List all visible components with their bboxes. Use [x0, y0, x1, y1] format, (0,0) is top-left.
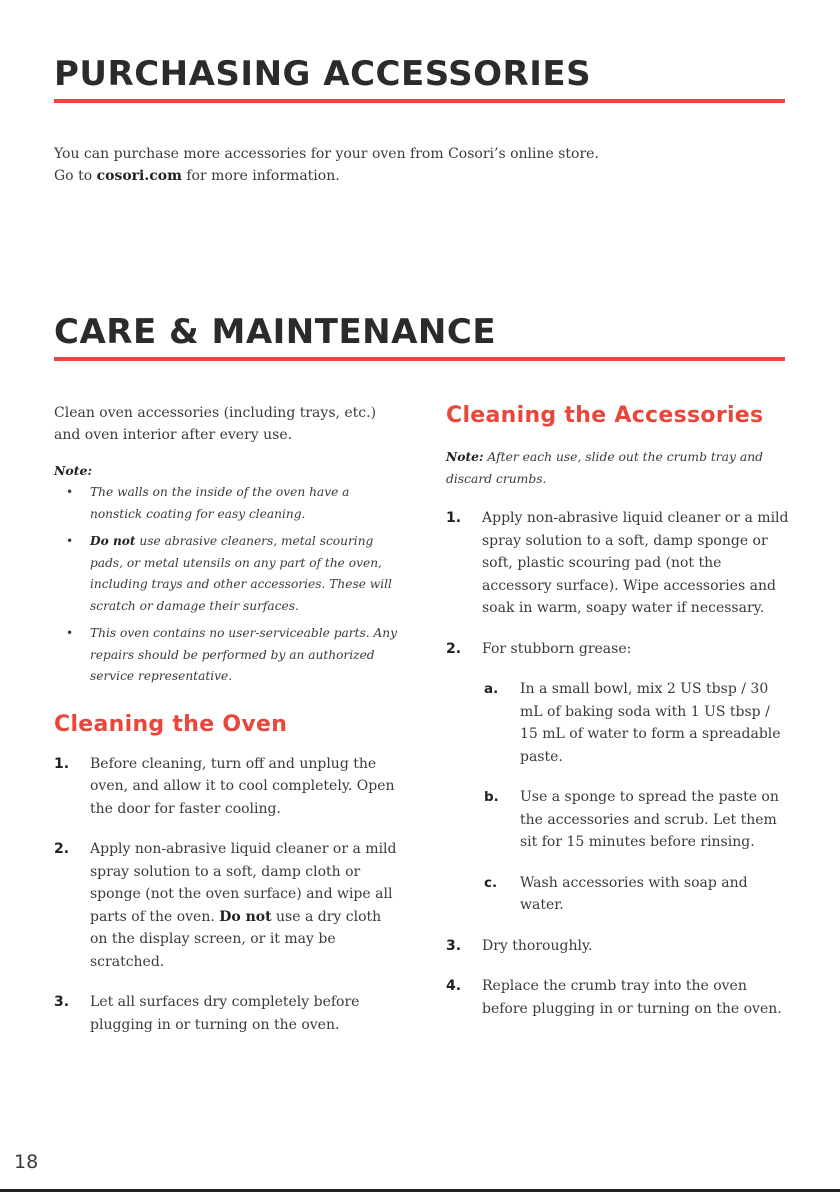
oven-step: 3. Let all surfaces dry completely before plugging in or turning on the oven.: [54, 994, 360, 1033]
accessories-step: 2. For stubborn grease:: [446, 640, 632, 657]
accessories-substep: c. Wash accessories with soap and water.: [484, 874, 748, 913]
left-column: [54, 402, 399, 1036]
note-label: Note:: [54, 463, 93, 478]
cleaning-accessories-heading: Cleaning the Accessories: [446, 403, 764, 428]
section-title-purchasing: PURCHASING ACCESSORIES: [54, 54, 592, 94]
accessories-note: Note: After each use, slide out the crumb tray and discard crumbs.: [446, 449, 763, 486]
title-underline: [54, 357, 785, 361]
accessories-steps: [446, 507, 790, 1020]
purchase-info: You can purchase more accessories for your oven from Cosori’s online store. Go to cosori.com for more information.: [54, 146, 599, 184]
note-item: • Do not use abrasive cleaners, metal scouring pads, or metal utensils on any part of the oven, including trays and other accessories. These will scratch or damage their surfaces.: [66, 534, 392, 613]
cosori-link[interactable]: cosori.com: [96, 168, 182, 184]
page-number: 18: [14, 1151, 39, 1173]
care-intro: Clean oven accessories (including trays, etc.) and oven interior after every use.: [54, 405, 377, 443]
accessories-substep: a. In a small bowl, mix 2 US tbsp / 30 mL of baking soda with 1 US tbsp / 15 mL of water to form a spreadable paste.: [484, 681, 781, 765]
cleaning-oven-heading: Cleaning the Oven: [54, 711, 288, 737]
purchase-line-1: You can purchase more accessories for your oven from Cosori’s online store.: [54, 146, 599, 162]
title-underline: [54, 99, 785, 103]
right-column: [446, 403, 790, 1020]
accessories-substep: b. Use a sponge to spread the paste on the accessories and scrub. Let them sit for 15 minutes before rinsing.: [484, 789, 779, 850]
note-list: [54, 482, 399, 688]
accessories-step: 4. Replace the crumb tray into the oven before plugging in or turning on the oven.: [446, 978, 782, 1017]
accessories-step: 3. Dry thoroughly.: [446, 937, 593, 954]
oven-step: 2. Apply non-abrasive liquid cleaner or a mild spray solution to a soft, damp cloth or sponge (not the oven surface) and wipe all parts of the oven. Do not use a dry cloth on the display screen, or it may be scratched.: [54, 841, 397, 970]
note-item: • The walls on the inside of the oven have a nonstick coating for easy cleaning.: [66, 485, 350, 521]
oven-step: 1. Before cleaning, turn off and unplug the oven, and allow it to cool completely. Open the door for faster cooling.: [54, 755, 395, 817]
section-title-care: CARE & MAINTENANCE: [54, 312, 497, 352]
note-item: • This oven contains no user-serviceable parts. Any repairs should be performed by an authorized service representative.: [66, 626, 398, 683]
accessories-step: 1. Apply non-abrasive liquid cleaner or a mild spray solution to a soft, damp sponge or soft, plastic scouring pad (not the accessory surface). Wipe accessories and soak in warm, soapy water if necessary.: [446, 510, 789, 616]
oven-steps: [54, 753, 399, 1037]
